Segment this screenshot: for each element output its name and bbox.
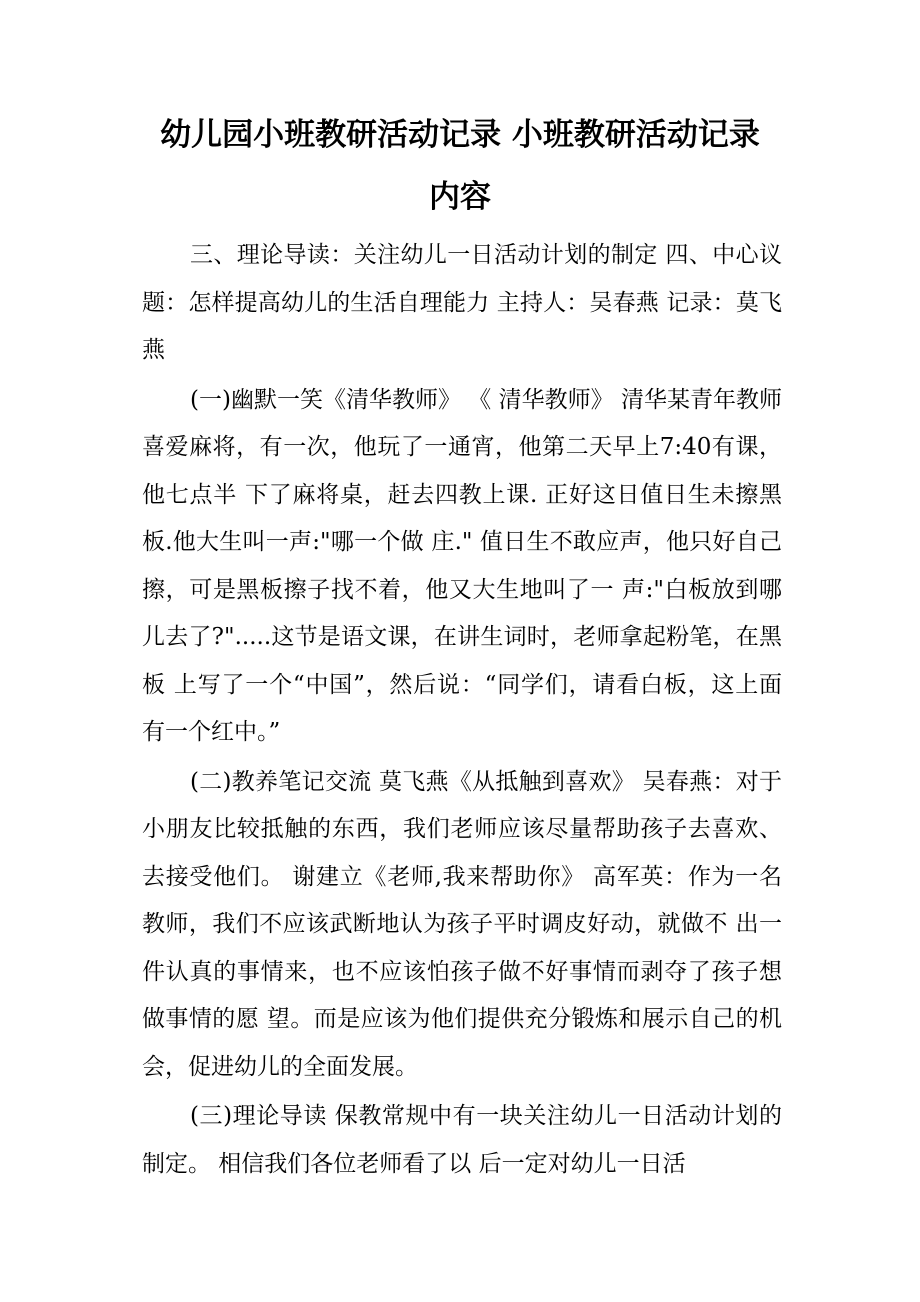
document-title-line-2: 内容 [429, 179, 491, 215]
paragraph-1: 三、理论导读：关注幼儿一日活动计划的制定 四、中心议题：怎样提高幼儿的生活自理能力 主持人：吴春燕 记录：莫飞燕 [142, 242, 782, 363]
paragraph-4: (三)理论导读 保教常规中有一块关注幼儿一日活动计划的制定。 相信我们各位老师看了以 后一定对幼儿一日活 [142, 1103, 782, 1177]
document-title-line-1: 幼儿园小班教研活动记录 小班教研活动记录 [160, 117, 760, 153]
paragraph-2: (一)幽默一笑《清华教师》 《 清华教师》 清华某青年教师喜爱麻将，有一次，他玩了一通宵，他第二天早上7:40有课，他七点半 下了麻将桌，赶去四教上课. 正好这日值日生未擦黑板.他大生叫一声:"哪一个做 庄." 值日生不敢应声，他只好自己擦，可是黑板擦子找不着，他又大生地叫了一 声:"白板放到哪儿去了?".....这节是语文课，在讲生词时，老师拿起粉笔，在黑板 上写了一个“中国”，然后说：“同学们，请看白板，这上面有一个红中。” [142, 386, 782, 745]
document-body [142, 232, 782, 1190]
paragraph-3: (二)教养笔记交流 莫飞燕《从抵触到喜欢》 吴春燕：对于小朋友比较抵触的东西，我们老师应该尽量帮助孩子去喜欢、 去接受他们。 谢建立《老师,我来帮助你》 高军英：作为一名教师，我们不应该武断地认为孩子平时调皮好动，就做不 出一件认真的事情来，也不应该怕孩子做不好事情而剥夺了孩子想做事情的愿 望。而是应该为他们提供充分锻炼和展示自己的机会，促进幼儿的全面发展。 [142, 768, 782, 1080]
